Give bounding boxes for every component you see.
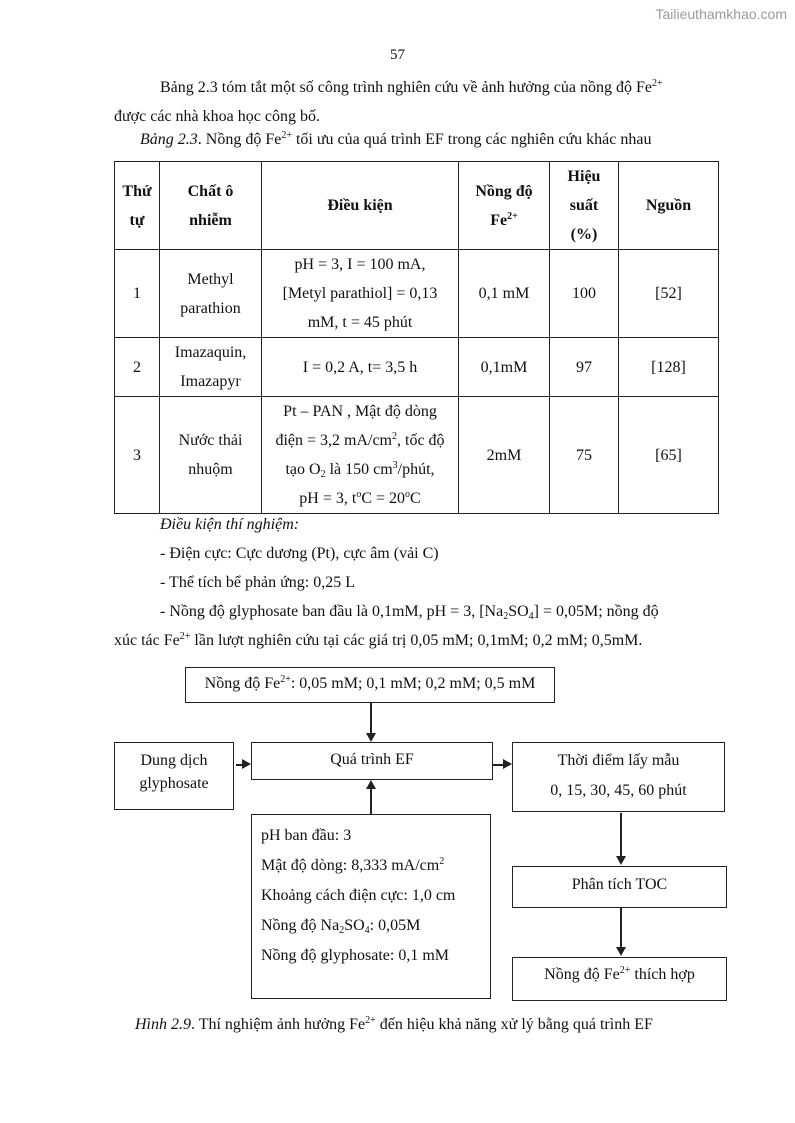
table-row: 3 Nước thải nhuộm Pt – PAN , Mật độ dòng điện = 3,2 $mA/cm^2$, tốc độ tạo $O_2$ là 150 $cm^3$/phút, pH = 3, $t^oC = 20^oC$ 2mM 75 [65] xyxy=(115,397,719,514)
arrow-line xyxy=(370,789,372,814)
table-row: 1 Methyl parathion pH = 3, I = 100 mA, [Metyl parathiol] = 0,13 mM, t = 45 phút 0,1 mM 100 [52] xyxy=(115,250,719,338)
page-number: 57 xyxy=(390,47,405,63)
intro-paragraph: Bảng 2.3 tóm tắt một số công trình nghiên cứu về ảnh hưởng của nồng độ $Fe^{2+}$ được các nhà khoa học công bố. xyxy=(114,78,663,125)
arrow-head xyxy=(366,733,376,742)
arrow-line xyxy=(620,907,622,948)
box-glyphosate-solution: Dung dịch glyphosate xyxy=(114,742,234,810)
table-row: 2 Imazaquin, Imazapyr I = 0,2 A, t= 3,5 h 0,1mM 97 [128] xyxy=(115,338,719,397)
box-sampling-time: Thời điểm lấy mẫu 0, 15, 30, 45, 60 phút xyxy=(512,742,725,812)
box-ef-process: Quá trình EF xyxy=(251,742,493,780)
box-parameters: pH ban đầu: 3 Mật độ dòng: 8,333 $mA/cm^2$ Khoảng cách điện cực: 1,0 cm Nồng độ $Na_2SO_4$: 0,05M Nồng độ glyphosate: 0,1 mM xyxy=(251,814,491,999)
arrow-head xyxy=(366,780,376,789)
box-fe-concentrations: Nồng độ $Fe^{2+}$: 0,05 mM; 0,1 mM; 0,2 mM; 0,5 mM xyxy=(185,667,555,703)
arrow-head xyxy=(242,759,251,769)
figure-caption: Hình 2.9. Thí nghiệm ảnh hưởng $Fe^{2+}$ đến hiệu khả năng xử lý bằng quá trình EF xyxy=(135,1015,653,1033)
arrow-head xyxy=(503,759,512,769)
arrow-line xyxy=(370,702,372,734)
arrow-head xyxy=(616,947,626,956)
data-table xyxy=(114,161,719,514)
table-caption: Bảng 2.3. Nồng độ $Fe^{2+}$ tối ưu của quá trình EF trong các nghiên cứu khác nhau xyxy=(140,130,652,148)
arrow-head xyxy=(616,856,626,865)
arrow-line xyxy=(620,813,622,857)
conditions: Điều kiện thí nghiệm: - Điện cực: Cực dương (Pt), cực âm (vải C) - Thể tích bể phản ứng: 0,25 L - Nồng độ glyphosate ban đầu là 0,1mM, pH = 3, $[Na_2SO_4] = 0,05M$; nồng độ xúc tác $Fe^{2+}$ lần lượt nghiên cứu tại các giá trị 0,05 mM; 0,1mM; 0,2 mM; 0,5mM. xyxy=(114,516,659,649)
box-optimal-fe: Nồng độ $Fe^{2+}$ thích hợp xyxy=(512,957,727,1001)
watermark: Tailieuthamkhao.com xyxy=(655,6,787,22)
table-header-row: Thứ tự Chất ô nhiễm Điều kiện Nồng độ $Fe^{2+}$ Hiệu suất (%) Nguồn xyxy=(115,162,719,250)
box-toc-analysis: Phân tích TOC xyxy=(512,866,727,908)
